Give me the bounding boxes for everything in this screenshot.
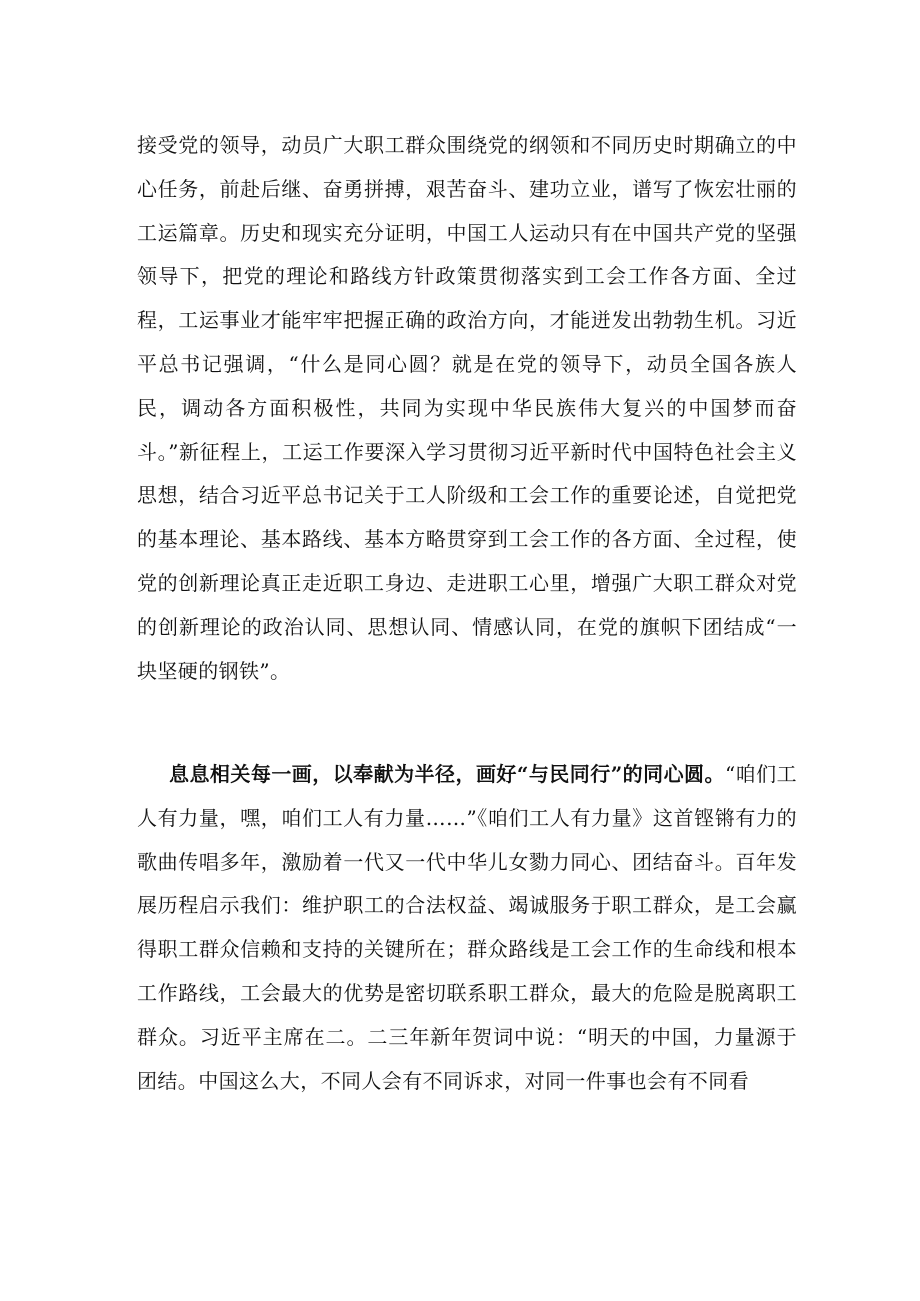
body-paragraph-2 xyxy=(137,753,797,1103)
paragraph-2-body-text: “咱们工人有力量，嘿，咱们工人有力量……”《咱们工人有力量》这首铿锵有力的歌曲传唱多年，激励着一代又一代中华儿女勠力同心、团结奋斗。百年发展历程启示我们：维护职工的合法权益、竭诚服务于职工群众，是工会赢得职工群众信赖和支持的关键所在；群众路线是工会工作的生命线和根本工作路线，工会最大的优势是密切联系职工群众，最大的危险是脱离职工群众。习近平主席在二。二三年新年贺词中说：“明天的中国，力量源于团结。中国这么大，不同人会有不同诉求，对同一件事也会有不同看 xyxy=(137,762,797,1093)
body-paragraph-1: 接受党的领导，动员广大职工群众围绕党的纲领和不同历史时期确立的中心任务，前赴后继、奋勇拼搏，艰苦奋斗、建功立业，谱写了恢宏壮丽的工运篇章。历史和现实充分证明，中国工人运动只有在中国共产党的坚强领导下，把党的理论和路线方针政策贯彻落实到工会工作各方面、全过程，工运事业才能牢牢把握正确的政治方向，才能迸发出勃勃生机。习近平总书记强调，“什么是同心圆？就是在党的领导下，动员全国各族人民，调动各方面积极性，共同为实现中华民族伟大复兴的中国梦而奋斗。”新征程上，工运工作要深入学习贯彻习近平新时代中国特色社会主义思想，结合习近平总书记关于工人阶级和工会工作的重要论述，自觉把党的基本理论、基本路线、基本方略贯穿到工会工作的各方面、全过程，使党的创新理论真正走近职工身边、走进职工心里，增强广大职工群众对党的创新理论的政治认同、思想认同、情感认同，在党的旗帜下团结成“一块坚硬的钢铁”。 xyxy=(137,133,797,683)
paragraph-2-bold-heading: 息息相关每一画，以奉献为半径，画好“与民同行”的同心圆。 xyxy=(169,762,725,786)
